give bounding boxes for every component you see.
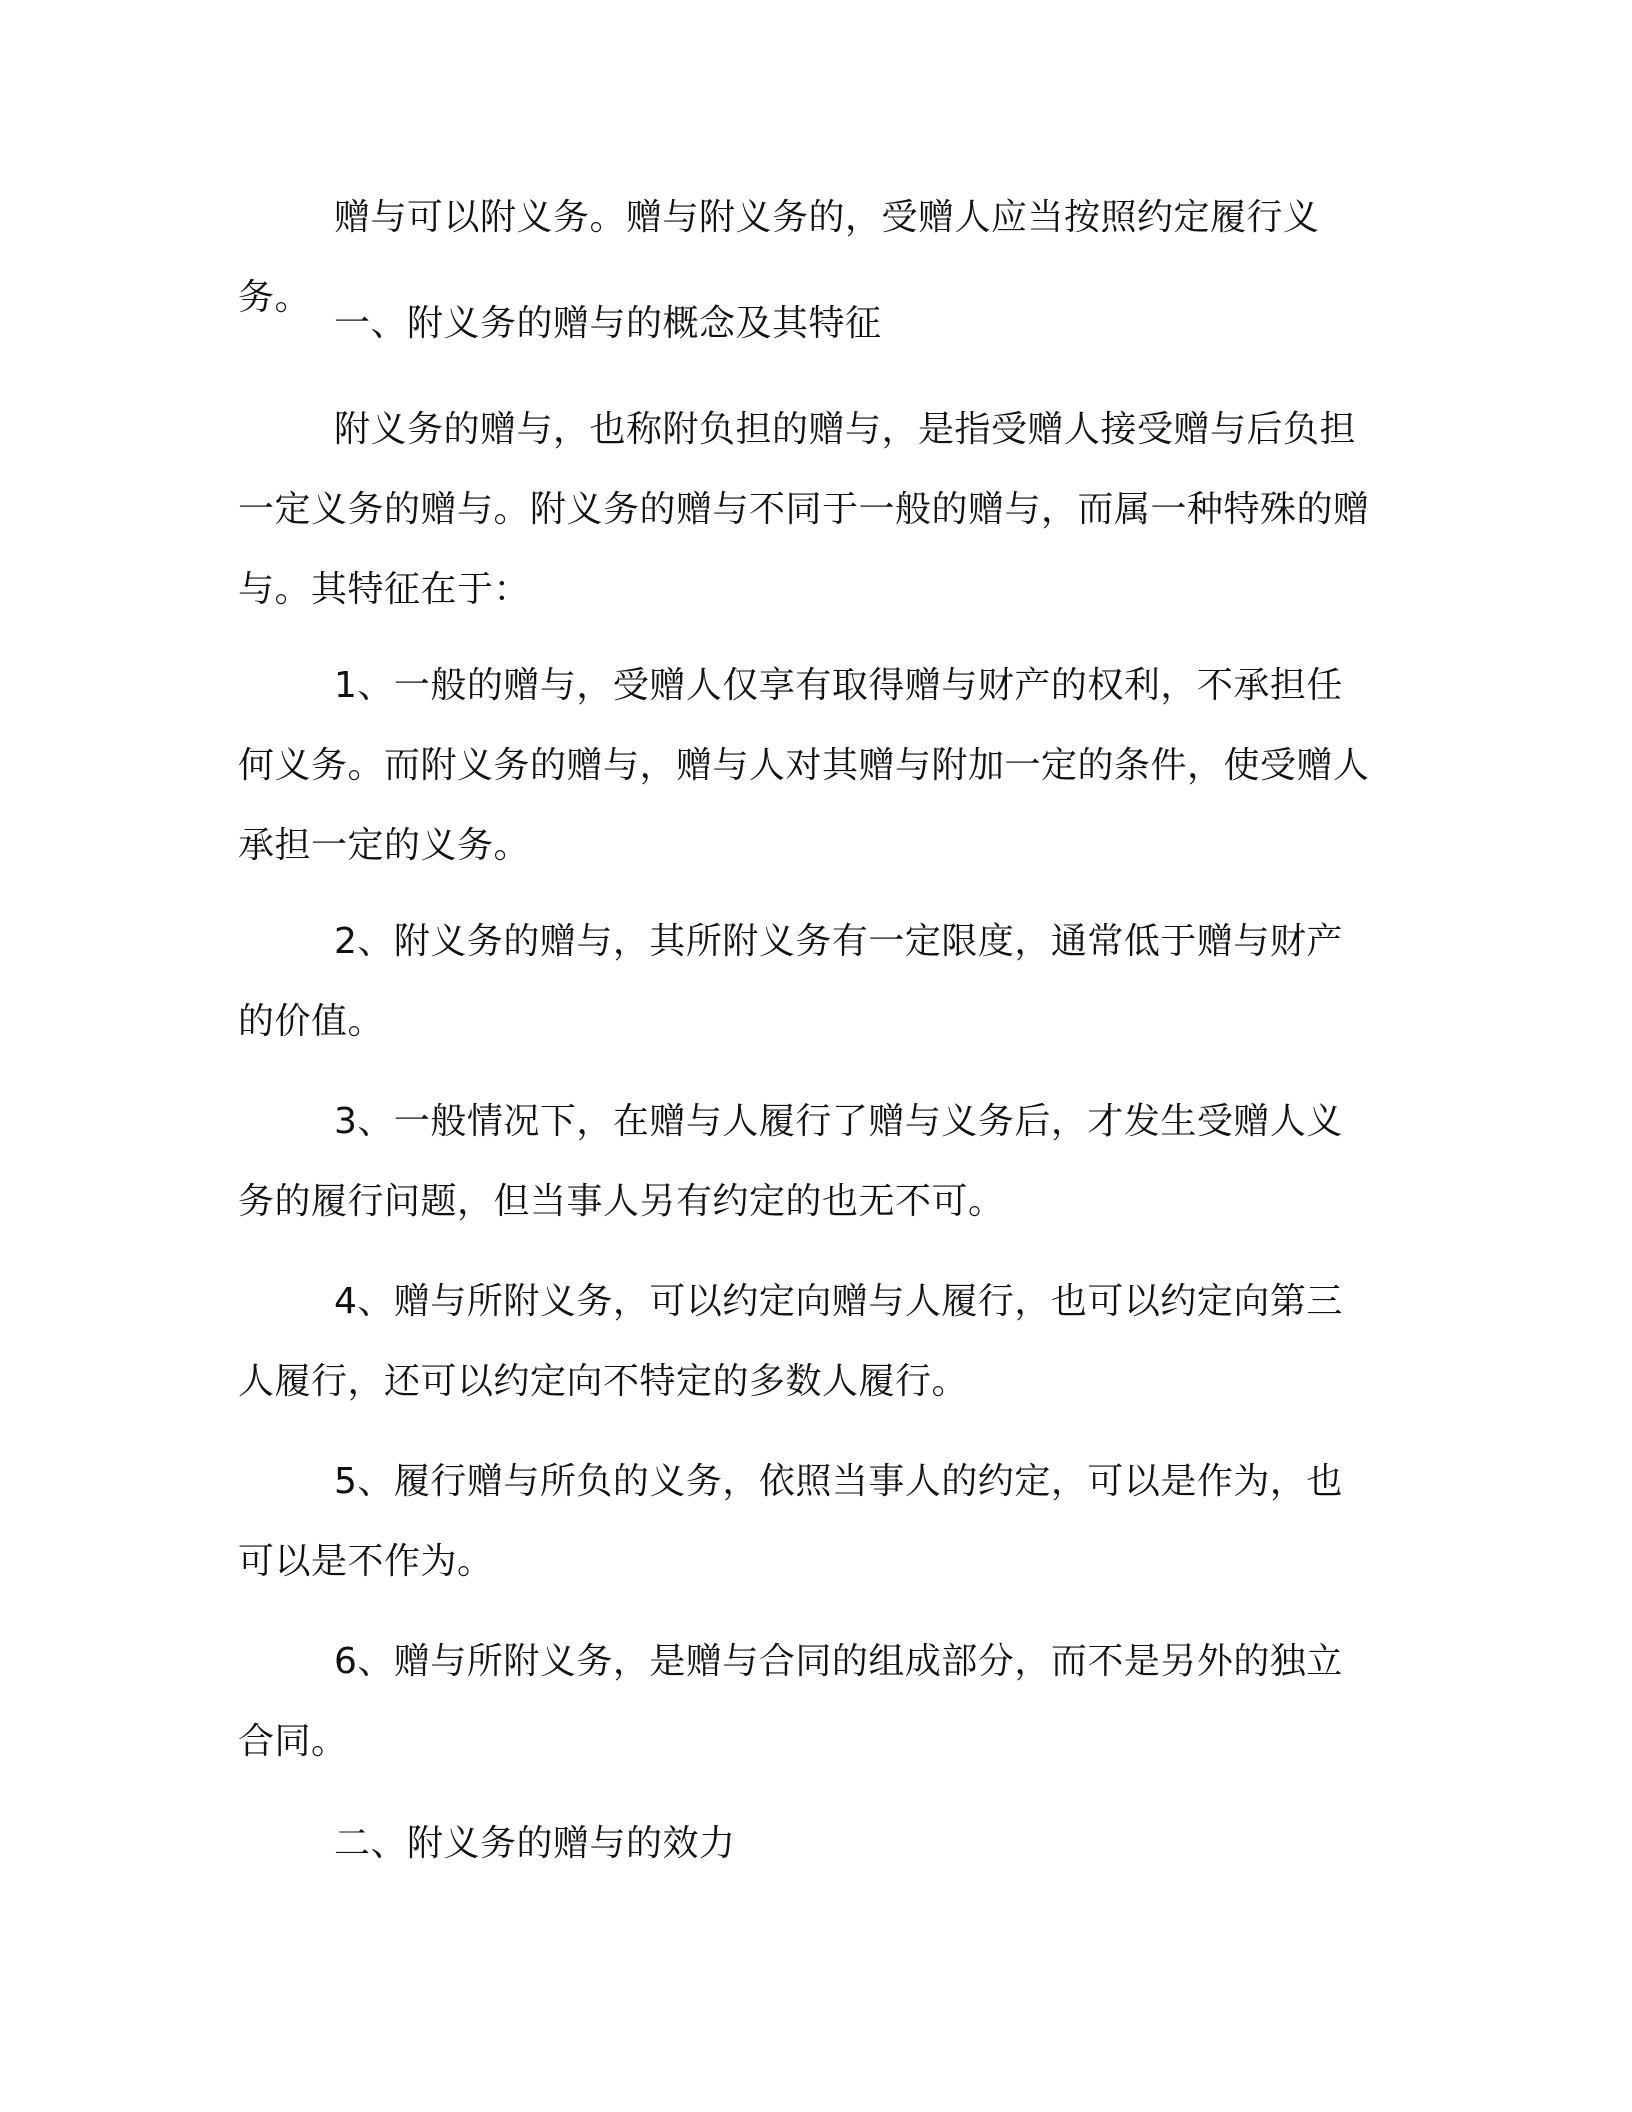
feature-item-5: 5、履行赠与所负的义务，依照当事人的约定，可以是作为，也可以是不作为。 <box>238 1461 1343 1582</box>
section-heading-2: 二、附义务的赠与的效力 <box>334 1823 736 1864</box>
feature-item-3: 3、一般情况下，在赠与人履行了赠与义务后，才发生受赠人义务的履行问题，但当事人另有约定的也无不可。 <box>238 1101 1343 1222</box>
feature-item-6: 6、赠与所附义务，是赠与合同的组成部分，而不是另外的独立合同。 <box>238 1641 1343 1762</box>
feature-item-1: 1、一般的赠与，受赠人仅享有取得赠与财产的权利，不承担任何义务。而附义务的赠与，赠与人对其赠与附加一定的条件，使受赠人承担一定的义务。 <box>238 665 1370 866</box>
feature-item-4: 4、赠与所附义务，可以约定向赠与人履行，也可以约定向第三人履行，还可以约定向不特定的多数人履行。 <box>238 1281 1343 1402</box>
definition-paragraph: 附义务的赠与，也称附负担的赠与，是指受赠人接受赠与后负担一定义务的赠与。附义务的赠与不同于一般的赠与，而属一种特殊的赠与。其特征在于： <box>238 409 1370 610</box>
feature-item-2: 2、附义务的赠与，其所附义务有一定限度，通常低于赠与财产的价值。 <box>238 921 1343 1042</box>
section-heading-1: 一、附义务的赠与的概念及其特征 <box>334 303 882 344</box>
intro-paragraph: 赠与可以附义务。赠与附义务的，受赠人应当按照约定履行义务。 <box>238 197 1320 318</box>
